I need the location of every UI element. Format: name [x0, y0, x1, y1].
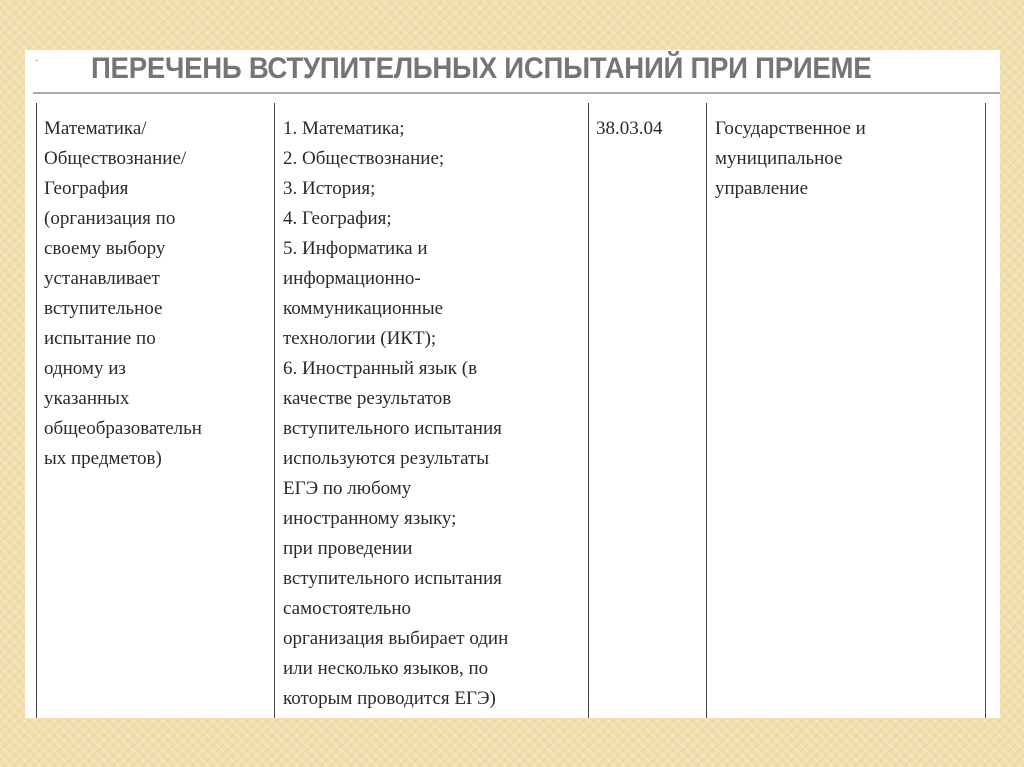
table-column-divider — [36, 103, 37, 718]
table-cell-exams — [283, 114, 508, 714]
cell-text-line: указанных — [44, 388, 130, 409]
cell-text-line: Математика/ — [44, 118, 147, 139]
cell-text-line: вступительное — [44, 298, 163, 319]
table-top-border — [33, 92, 1000, 94]
cell-text-line: География — [44, 178, 129, 199]
cell-text-line: 38.03.04 — [596, 118, 663, 139]
cell-text-line: общеобразовательн — [44, 418, 202, 439]
table-cell-code — [596, 114, 663, 144]
cell-text-line: или несколько языков, по — [283, 658, 489, 679]
corner-tick-mark: ˙ — [35, 57, 40, 73]
cell-text-line: 6. Иностранный язык (в — [283, 358, 478, 379]
cell-text-line: используются результаты — [283, 448, 490, 469]
cell-text-line: качестве результатов — [283, 388, 452, 409]
cell-text-line: управление — [715, 178, 809, 199]
cell-text-line: вступительного испытания — [283, 568, 502, 589]
cell-text-line: своему выбору — [44, 238, 166, 259]
cell-text-line: которым проводится ЕГЭ) — [283, 688, 496, 709]
cell-text-line: организация выбирает один — [283, 628, 509, 649]
slide — [25, 50, 1000, 718]
slide-title: ПЕРЕЧЕНЬ ВСТУПИТЕЛЬНЫХ ИСПЫТАНИЙ ПРИ ПРИЕМЕ — [91, 52, 872, 85]
cell-text-line: одному из — [44, 358, 126, 379]
cell-text-line: 1. Математика; — [283, 118, 405, 139]
cell-text-line: 3. История; — [283, 178, 376, 199]
cell-text-line: испытание по — [44, 328, 156, 349]
cell-text-line: коммуникационные — [283, 298, 444, 319]
table-cell-subjects — [44, 114, 202, 474]
cell-text-line: технологии (ИКТ); — [283, 328, 437, 349]
cell-text-line: Обществознание/ — [44, 148, 187, 169]
cell-text-line: (организация по — [44, 208, 176, 229]
cell-text-line: устанавливает — [44, 268, 160, 289]
cell-text-line: ых предметов) — [44, 448, 162, 469]
table-column-divider — [985, 103, 986, 718]
cell-text-line: при проведении — [283, 538, 413, 559]
table-cell-direction — [715, 114, 866, 204]
cell-text-line: муниципальное — [715, 148, 843, 169]
cell-text-line: информационно- — [283, 268, 421, 289]
cell-text-line: Государственное и — [715, 118, 866, 139]
table-column-divider — [588, 103, 589, 718]
cell-text-line: вступительного испытания — [283, 418, 502, 439]
cell-text-line: 5. Информатика и — [283, 238, 428, 259]
cell-text-line: самостоятельно — [283, 598, 412, 619]
cell-text-line: 4. География; — [283, 208, 392, 229]
table-column-divider — [274, 103, 275, 718]
cell-text-line: 2. Обществознание; — [283, 148, 445, 169]
cell-text-line: ЕГЭ по любому — [283, 478, 412, 499]
table-column-divider — [706, 103, 707, 718]
cell-text-line: иностранному языку; — [283, 508, 457, 529]
